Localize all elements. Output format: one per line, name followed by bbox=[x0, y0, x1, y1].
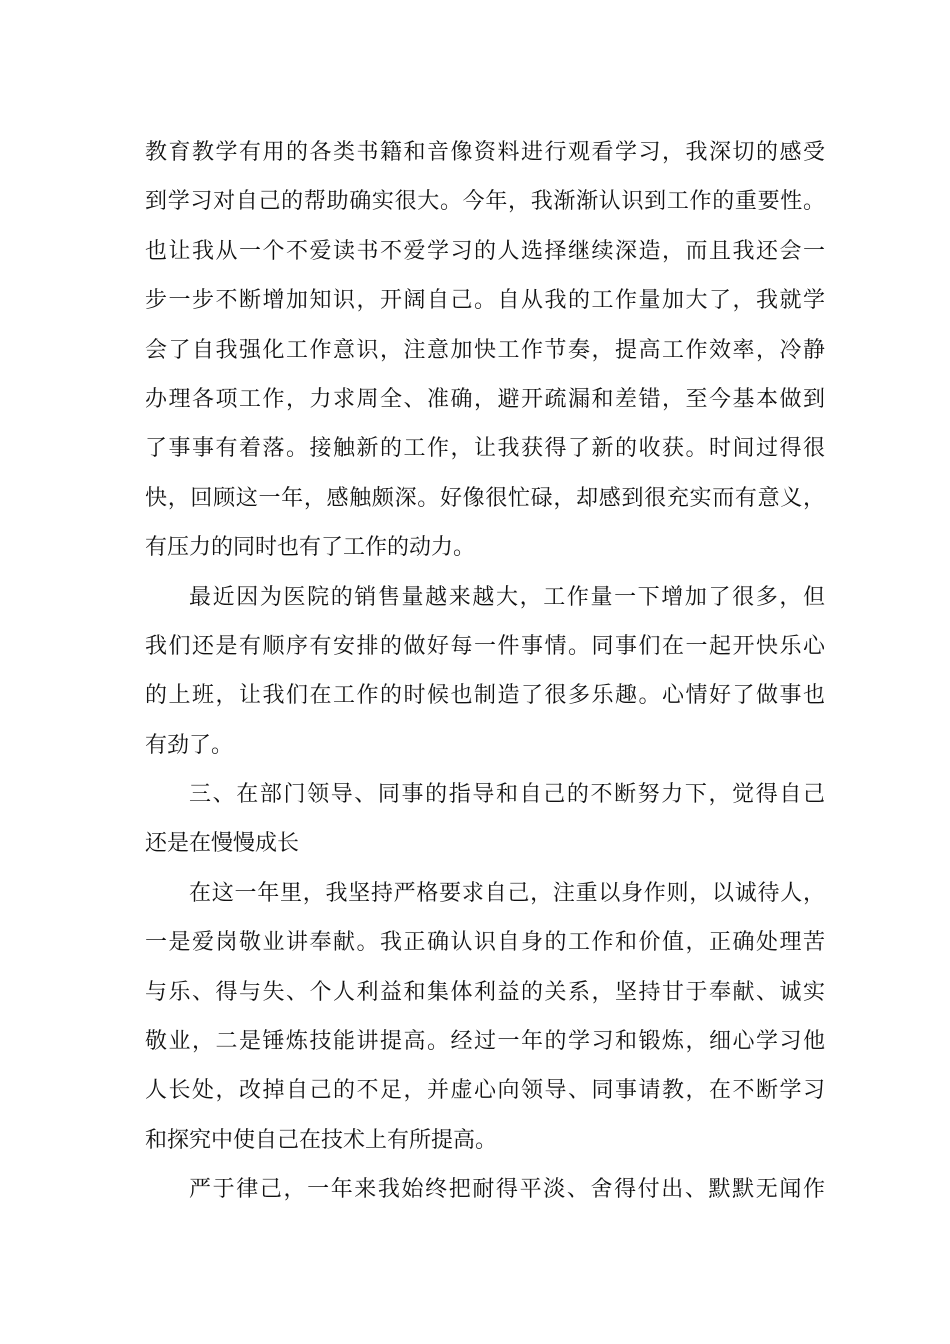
text-line: 严于律己，一年来我始终把耐得平淡、舍得付出、默默无闻作 bbox=[189, 1177, 825, 1203]
text-line: 在这一年里，我坚持严格要求自己，注重以身作则，以诚待人， bbox=[189, 880, 825, 906]
text-line: 敬业，二是锤炼技能讲提高。经过一年的学习和锻炼，细心学习他 bbox=[145, 1029, 825, 1055]
text-line: 有压力的同时也有了工作的动力。 bbox=[145, 535, 476, 561]
text-line: 会了自我强化工作意识，注意加快工作节奏，提高工作效率，冷静 bbox=[145, 337, 825, 363]
text-line: 了事事有着落。接触新的工作，让我获得了新的收获。时间过得很 bbox=[145, 436, 825, 462]
text-line: 办理各项工作，力求周全、准确，避开疏漏和差错，至今基本做到 bbox=[145, 386, 825, 412]
document-body bbox=[145, 128, 825, 1215]
text-line: 我们还是有顺序有安排的做好每一件事情。同事们在一起开快乐心 bbox=[145, 633, 825, 659]
text-line: 快，回顾这一年，感触颇深。好像很忙碌，却感到很充实而有意义， bbox=[145, 485, 825, 511]
text-line: 到学习对自己的帮助确实很大。今年，我渐渐认识到工作的重要性。 bbox=[145, 189, 825, 215]
text-line: 有劲了。 bbox=[145, 732, 234, 758]
text-line: 与乐、得与失、个人利益和集体利益的关系，坚持甘于奉献、诚实 bbox=[145, 979, 825, 1005]
text-line: 还是在慢慢成长 bbox=[145, 831, 300, 857]
text-line: 人长处，改掉自己的不足，并虚心向领导、同事请教，在不断学习 bbox=[145, 1078, 825, 1104]
text-line: 教育教学有用的各类书籍和音像资料进行观看学习，我深切的感受 bbox=[145, 140, 825, 165]
text-line: 和探究中使自己在技术上有所提高。 bbox=[145, 1127, 498, 1153]
text-line: 最近因为医院的销售量越来越大，工作量一下增加了很多，但 bbox=[189, 584, 825, 610]
text-line: 一是爱岗敬业讲奉献。我正确认识自身的工作和价值，正确处理苦 bbox=[145, 930, 825, 956]
text-line: 步一步不断增加知识，开阔自己。自从我的工作量加大了，我就学 bbox=[145, 288, 825, 314]
text-line: 的上班，让我们在工作的时候也制造了很多乐趣。心情好了做事也 bbox=[145, 683, 825, 709]
text-line: 也让我从一个不爱读书不爱学习的人选择继续深造，而且我还会一 bbox=[145, 238, 825, 264]
text-line: 三、在部门领导、同事的指导和自己的不断努力下，觉得自己 bbox=[189, 782, 825, 808]
